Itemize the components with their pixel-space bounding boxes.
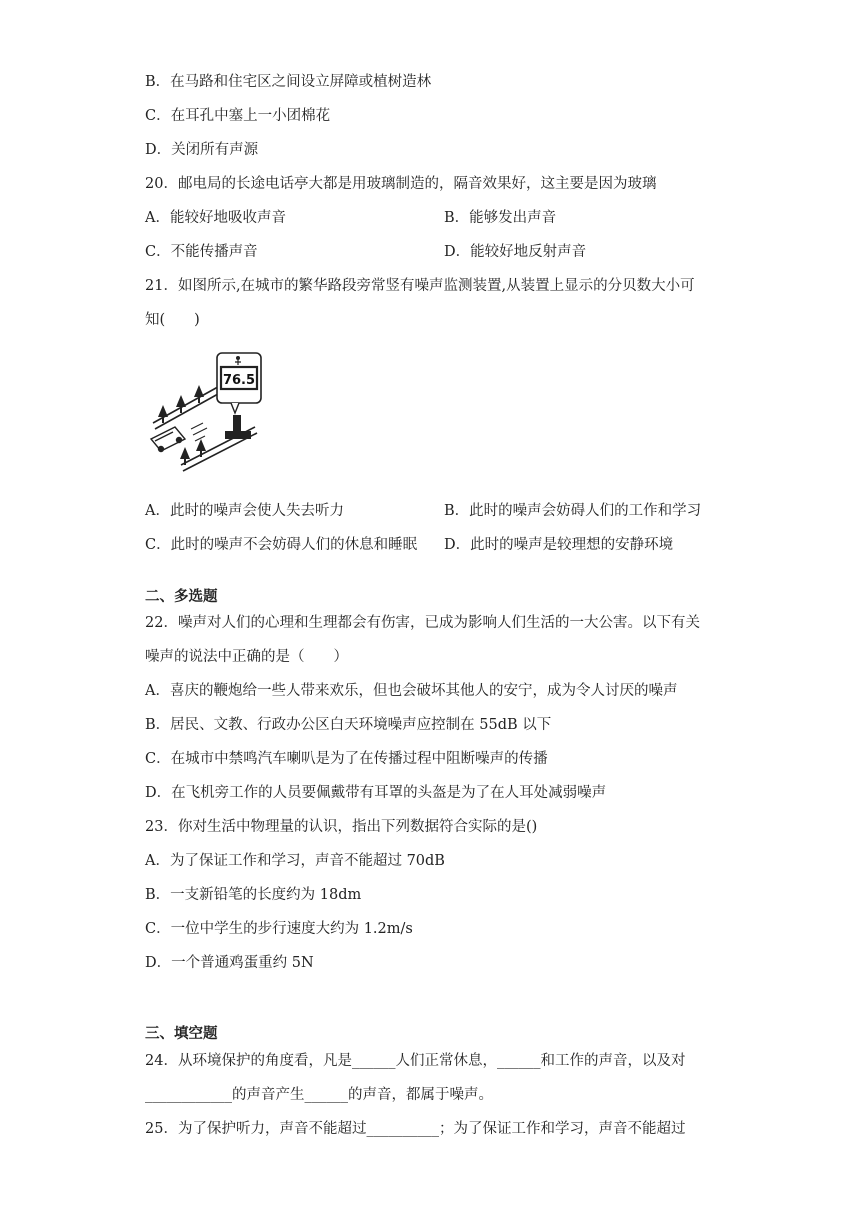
bus-icon xyxy=(151,427,185,452)
text-line-q20-b: B．能够发出声音 xyxy=(444,210,557,226)
text-line-q22-stem-2: 噪声的说法中正确的是（ ） xyxy=(145,649,348,665)
text-line-q21-stem-1: 21．如图所示,在城市的繁华路段旁常竖有噪声监测装置,从装置上显示的分贝数大小可 xyxy=(145,278,695,294)
text-line-q23-a: A．为了保证工作和学习，声音不能超过 70dB xyxy=(145,853,445,869)
section-heading: 三、填空题 xyxy=(145,1026,218,1042)
text-line-q22-b: B．居民、文教、行政办公区白天环境噪声应控制在 55dB 以下 xyxy=(145,717,552,733)
text-line-q22-stem-1: 22．噪声对人们的心理和生理都会有伤害，已成为影响人们生活的一大公害。以下有关 xyxy=(145,615,700,631)
text-line-q21-d: D．此时的噪声是较理想的安静环境 xyxy=(444,537,674,553)
text-line-q23-d: D．一个普通鸡蛋重约 5N xyxy=(145,955,314,971)
text-line-q24-1: 24．从环境保护的角度看，凡是______人们正常休息，______和工作的声音，以及对 xyxy=(145,1053,686,1069)
text-line-q20-d: D．能较好地反射声音 xyxy=(444,244,587,260)
section-heading: 二、多选题 xyxy=(145,589,218,605)
text-line-q22-a: A．喜庆的鞭炮给一些人带来欢乐，但也会破坏其他人的安宁，成为令人讨厌的噪声 xyxy=(145,683,678,699)
text-line-q20-c: C．不能传播声音 xyxy=(145,244,258,260)
text-line-q25-1: 25．为了保护听力，声音不能超过__________；为了保证工作和学习，声音不能超过 xyxy=(145,1121,686,1137)
text-line-q22-d: D．在飞机旁工作的人员要佩戴带有耳罩的头盔是为了在人耳处减弱噪声 xyxy=(145,785,607,801)
text-line-q19-c: C．在耳孔中塞上一小团棉花 xyxy=(145,108,331,124)
text-line-q19-b: B．在马路和住宅区之间设立屏障或植树造林 xyxy=(145,74,432,90)
text-line-q23-c: C．一位中学生的步行速度大约为 1.2m/s xyxy=(145,921,413,937)
noise-monitor-device xyxy=(217,353,261,439)
text-line-q23-b: B．一支新铅笔的长度约为 18dm xyxy=(145,887,362,903)
decibel-reading: 76.5 xyxy=(222,373,256,388)
text-line-q21-c: C．此时的噪声不会妨碍人们的休息和睡眠 xyxy=(145,537,418,553)
text-line-q20-stem: 20．邮电局的长途电话亭大都是用玻璃制造的，隔音效果好，这主要是因为玻璃 xyxy=(145,176,657,192)
text-line-q21-b: B．此时的噪声会妨碍人们的工作和学习 xyxy=(444,503,702,519)
text-line-q23-stem: 23．你对生活中物理量的认识，指出下列数据符合实际的是() xyxy=(145,819,538,835)
text-line-q21-a: A．此时的噪声会使人失去听力 xyxy=(145,503,344,519)
text-line-q20-a: A．能较好地吸收声音 xyxy=(145,210,286,226)
text-line-q19-d: D．关闭所有声源 xyxy=(145,142,259,158)
text-line-q21-stem-2: 知( ) xyxy=(145,312,200,328)
text-line-q24-2: ____________的声音产生______的声音，都属于噪声。 xyxy=(145,1087,493,1103)
noise-monitor-illustration xyxy=(145,343,265,483)
text-line-q22-c: C．在城市中禁鸣汽车喇叭是为了在传播过程中阻断噪声的传播 xyxy=(145,751,548,767)
